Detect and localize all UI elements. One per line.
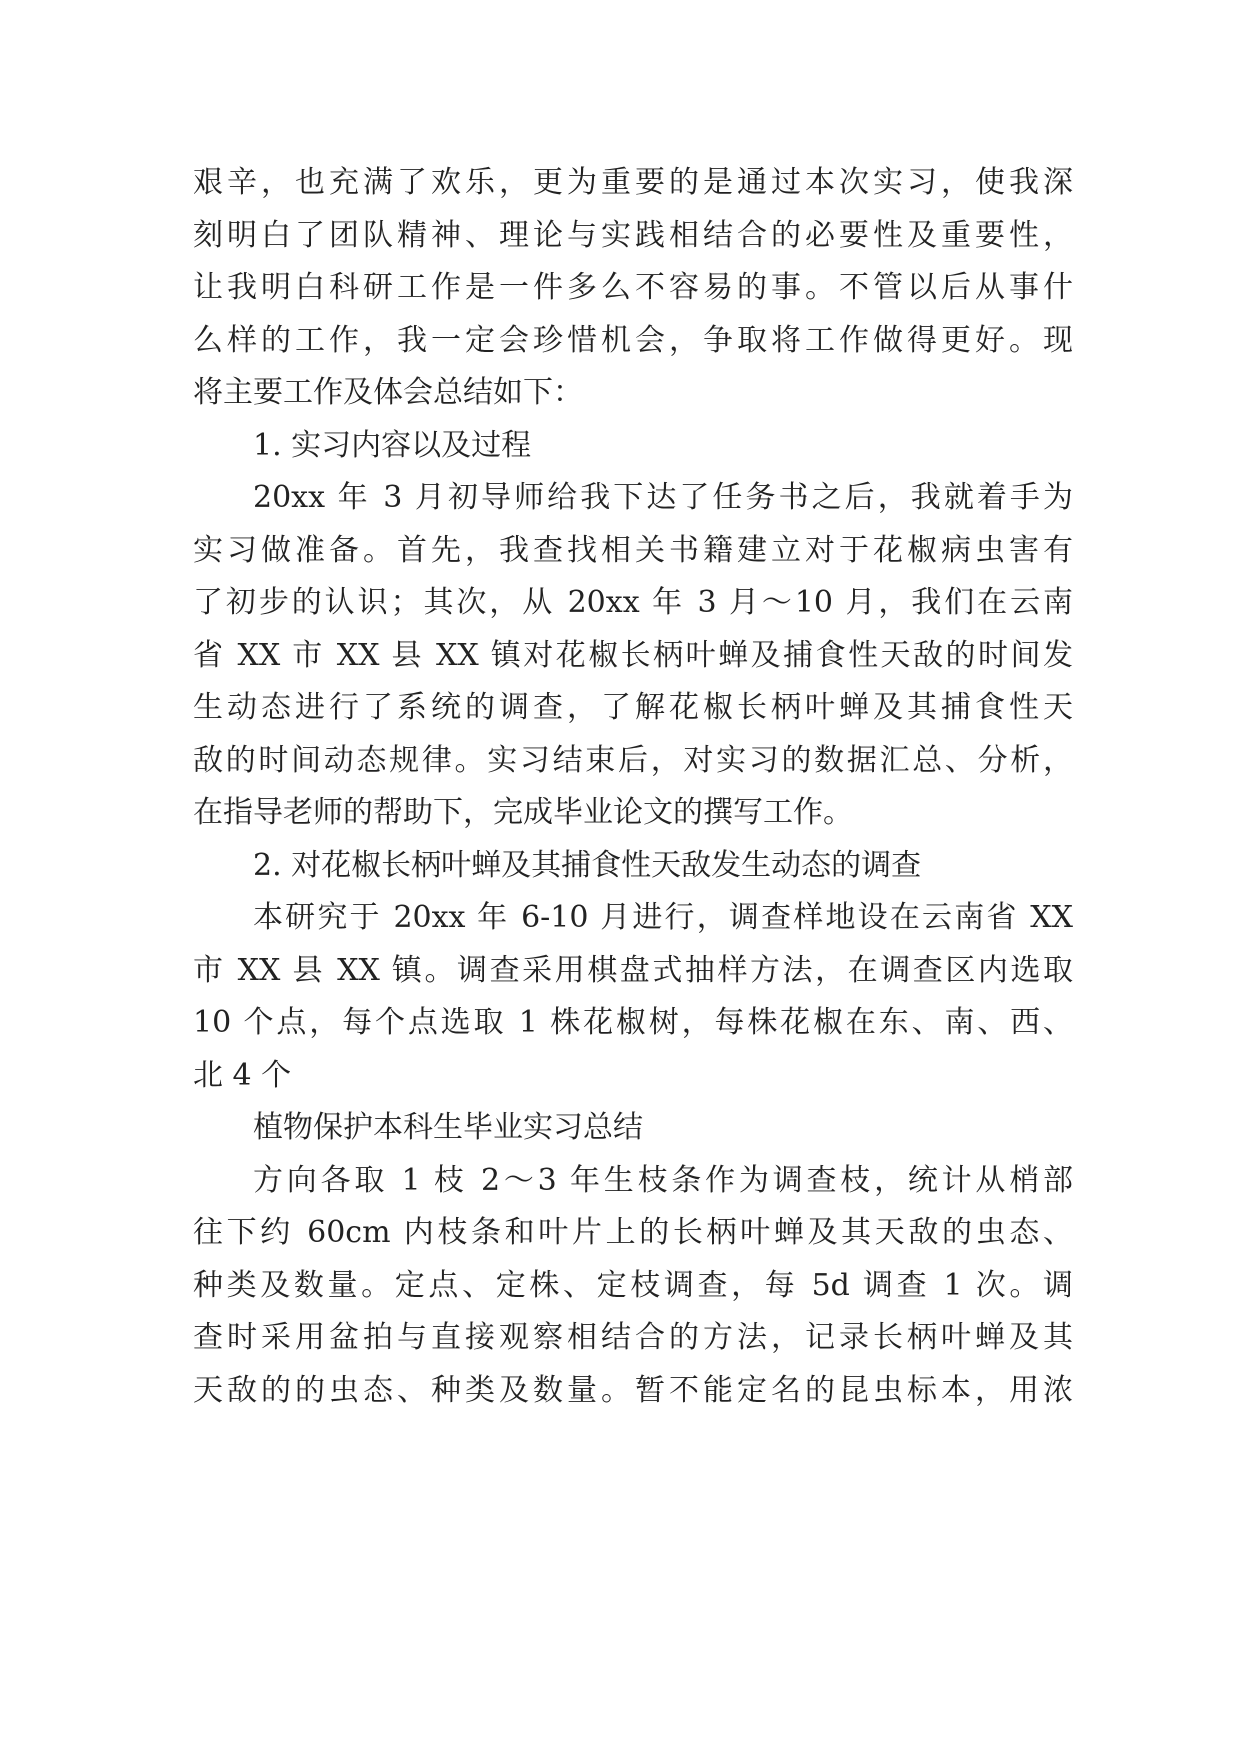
- paragraph-line: 省 XX 市 XX 县 XX 镇对花椒长柄叶蝉及捕食性天敌的时间发: [193, 637, 1073, 673]
- paragraph-line: 将主要工作及体会总结如下：: [193, 375, 583, 410]
- paragraph-line: 让我明白科研工作是一件多么不容易的事。不管以后从事什: [193, 270, 1073, 305]
- paragraph-line: 10 个点，每个点选取 1 株花椒树，每株花椒在东、南、西、: [193, 1005, 1073, 1040]
- paragraph-line: 艰辛，也充满了欢乐，更为重要的是通过本次实习，使我深: [193, 165, 1073, 200]
- paragraph-line: 方向各取 1 枝 2～3 年生枝条作为调查枝，统计从梢部: [253, 1162, 1073, 1198]
- paragraph-line: 往下约 60cm 内枝条和叶片上的长柄叶蝉及其天敌的虫态、: [193, 1215, 1073, 1250]
- paragraph-line: 种类及数量。定点、定株、定枝调查，每 5d 调查 1 次。调: [193, 1267, 1073, 1303]
- paragraph-line: 本研究于 20xx 年 6-10 月进行，调查样地设在云南省 XX: [253, 900, 1073, 935]
- paragraph-line: 实习做准备。首先，我查找相关书籍建立对于花椒病虫害有: [193, 532, 1073, 568]
- paragraph-line: 20xx 年 3 月初导师给我下达了任务书之后，我就着手为: [253, 480, 1073, 515]
- paragraph-line: 刻明白了团队精神、理论与实践相结合的必要性及重要性，: [193, 217, 1073, 253]
- paragraph-line: 天敌的的虫态、种类及数量。暂不能定名的昆虫标本，用浓: [193, 1372, 1073, 1408]
- paragraph-line: 么样的工作，我一定会珍惜机会，争取将工作做得更好。现: [193, 322, 1073, 358]
- paragraph-line: 查时采用盆拍与直接观察相结合的方法，记录长柄叶蝉及其: [193, 1320, 1073, 1355]
- paragraph-line: 了初步的认识；其次，从 20xx 年 3 月～10 月，我们在云南: [193, 585, 1073, 620]
- paragraph-line: 生动态进行了系统的调查，了解花椒长柄叶蝉及其捕食性天: [193, 690, 1073, 725]
- section-heading: 1. 实习内容以及过程: [253, 427, 532, 463]
- paragraph-line: 市 XX 县 XX 镇。调查采用棋盘式抽样方法，在调查区内选取: [193, 952, 1073, 988]
- document-title: 植物保护本科生毕业实习总结: [253, 1110, 643, 1145]
- paragraph-line: 北 4 个: [193, 1057, 292, 1093]
- paragraph-line: 敌的时间动态规律。实习结束后，对实习的数据汇总、分析，: [193, 742, 1073, 778]
- paragraph-line: 在指导老师的帮助下，完成毕业论文的撰写工作。: [193, 795, 853, 830]
- document-body: [193, 157, 1073, 1417]
- section-heading: 2. 对花椒长柄叶蝉及其捕食性天敌发生动态的调查: [253, 847, 922, 883]
